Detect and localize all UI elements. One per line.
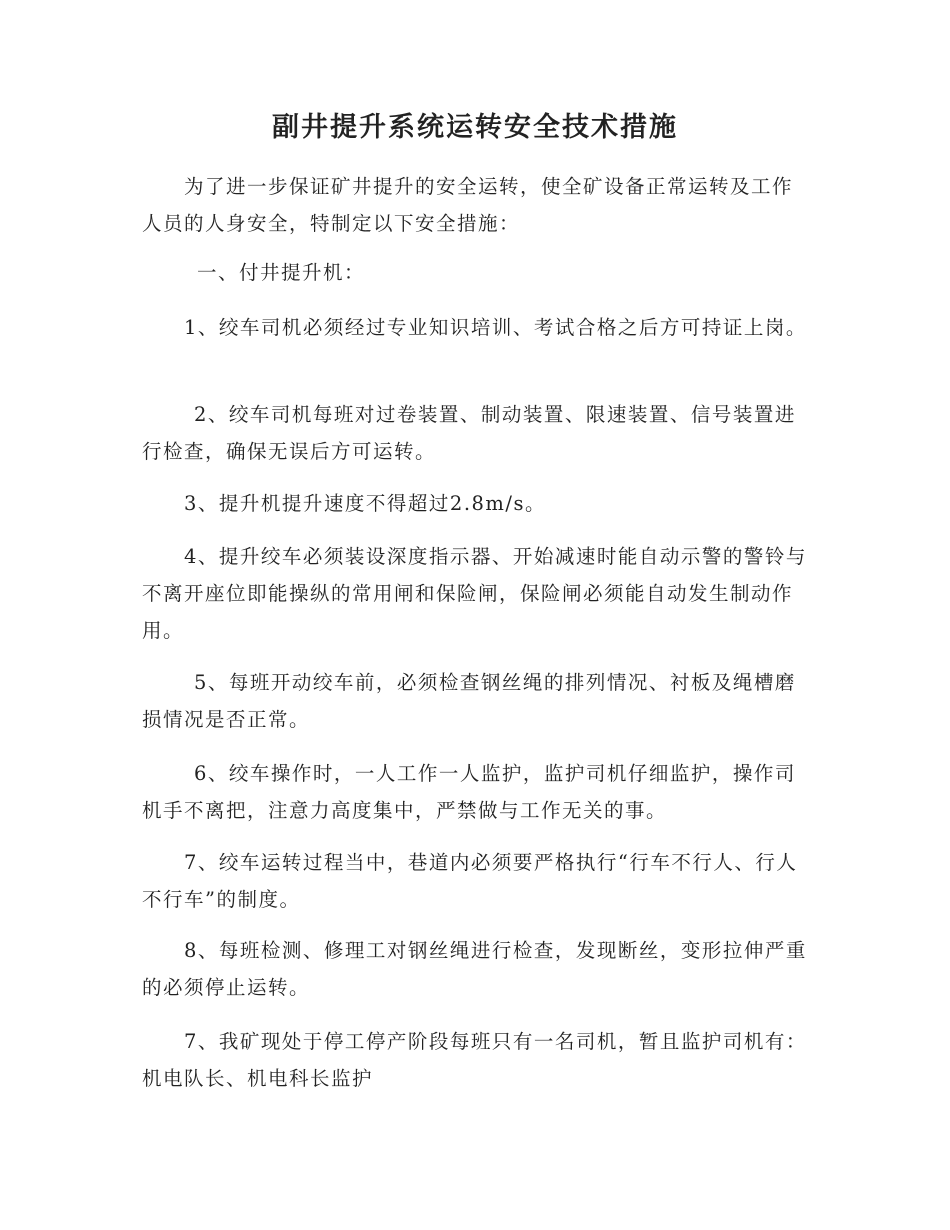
list-item: 4、提升绞车必须装设深度指示器、开始减速时能自动示警的警铃与不离开座位即能操纵的常用闸和保险闸，保险闸必须能自动发生制动作用。 [142, 545, 807, 642]
list-item: 1、绞车司机必须经过专业知识培训、考试合格之后方可持证上岗。 [184, 316, 807, 339]
list-item: 6、绞车操作时，一人工作一人监护，监护司机仔细监护，操作司机手不离把，注意力高度集中，严禁做与工作无关的事。 [142, 762, 796, 822]
list-item: 3、提升机提升速度不得超过2.8m/s。 [184, 492, 546, 515]
intro-paragraph: 为了进一步保证矿井提升的安全运转，使全矿设备正常运转及工作人员的人身安全，特制定以下安全措施： [142, 175, 794, 235]
list-item: 2、绞车司机每班对过卷装置、制动装置、限速装置、信号装置进行检查，确保无误后方可运转。 [142, 403, 796, 463]
document-title: 副井提升系统运转安全技术措施 [272, 112, 678, 143]
list-item: 5、每班开动绞车前，必须检查钢丝绳的排列情况、衬板及绳槽磨损情况是否正常。 [142, 671, 796, 731]
list-item: 7、我矿现处于停工停产阶段每班只有一名司机，暂且监护司机有：机电队长、机电科长监护 [142, 1030, 807, 1090]
section-heading: 一、付井提升机： [197, 261, 366, 284]
list-item: 7、绞车运转过程当中，巷道内必须要严格执行“行车不行人、行人不行车”的制度。 [142, 851, 798, 911]
list-item: 8、每班检测、修理工对钢丝绳进行检查，发现断丝，变形拉伸严重的必须停止运转。 [142, 939, 807, 999]
